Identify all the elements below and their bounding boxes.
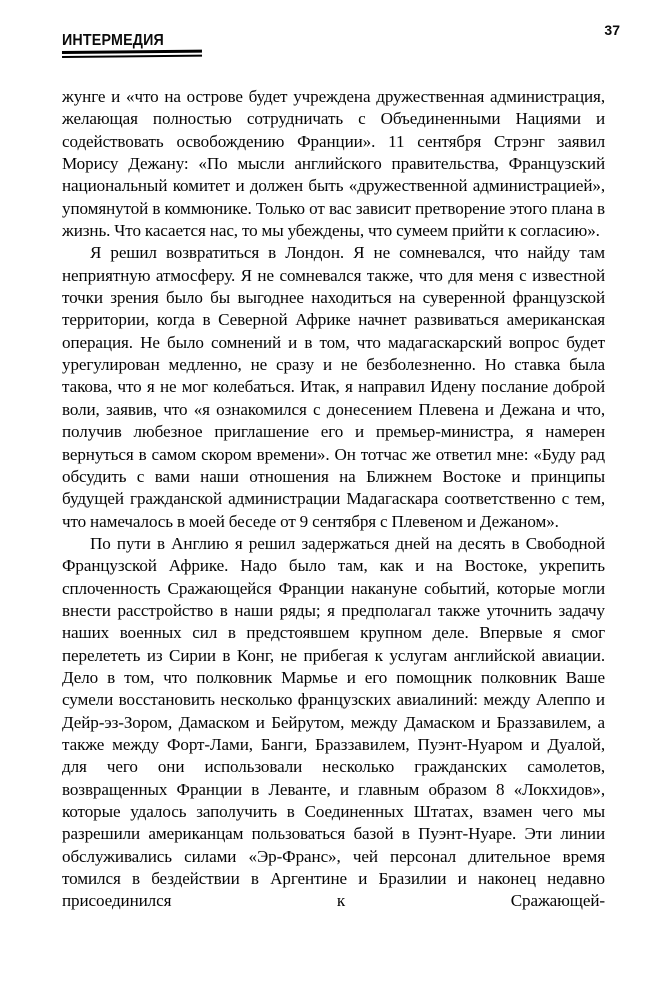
paragraph-1: жунге и «что на острове будет учреждена дружественная администрация, желающая полностью сотрудничать с Объединенными Нациями и содействовать освобождению Франции». 11 сентября Стрэнг заявил Морису Дежану: «По мысли английского правительства, Французский национальный комитет и должен быть «дружественной администрацией», упомянутой в коммюнике. Только от вас зависит претворение этого плана в жизнь. Что касается нас, то мы убеждены, что сумеем прийти к согласию».	[62, 87, 605, 241]
paragraph-3: По пути в Англию я решил задержаться дней на десять в Свободной Французской Африке. Надо было там, как и на Востоке, укрепить сплоченность Сражающейся Франции накануне событий, которые могли внести расстройство в наши ряды; я предполагал также уточнить задачу наших военных сил в предстоявшем крупном деле. Впервые я смог перелететь из Сирии в Конг, не прибегая к услугам английской авиации. Дело в том, что полковник Мармье и его помощник полковник Ваше сумели восстановить несколько французских авиалиний: между Алеппо и Дейр-эз-Зором, Дамаском и Бейрутом, между Дамаском и Браззавилем, а также между Форт-Лами, Банги, Браззавилем, Пуэнт-Нуаром и Дуалой, для чего они использовали несколько гражданских самолетов, возвращенных Франции в Леванте, и главным образом 8 «Локхидов», которые удалось заполучить в Соединенных Штатах, взамен чего мы разрешили американцам пользоваться базой в Пуэнт-Нуаре. Эти линии обслуживались силами «Эр-Франс», чей персонал длительное время томился в бездействии в Аргентине и Бразилии и наконец недавно присоединился к Сражающей-	[62, 533, 605, 911]
paragraph-2: Я решил возвратиться в Лондон. Я не сомневался, что найду там неприятную атмосферу. Я не сомневался также, что для меня с известной точки зрения было бы выгоднее находиться на суверенной французской территории, когда в Северной Африке начнет развиваться американская операция. Не было сомнений и в том, что мадагаскарский вопрос будет урегулирован медленно, не сразу и не безболезненно. Но ставка была такова, что я не мог колебаться. Итак, я направил Идену послание доброй воли, заявив, что «я ознакомился с донесением Плевена и Дежана и что, получив любезное приглашение его и премьер-министра, я намерен вернуться в самом скором времени». Он тотчас же ответил мне: «Буду рад обсудить с вами наши отношения на Ближнем Востоке и принципы будущей гражданской администрации Мадагаскара соответственно с тем, что намечалось в моей беседе от 9 сентября с Плевеном и Дежаном».	[62, 243, 605, 531]
running-head-double-rule	[62, 50, 202, 58]
running-head-title: ИНТЕРМЕДИЯ	[62, 32, 164, 49]
page-number: 37	[604, 22, 620, 38]
body-text-block	[62, 86, 605, 913]
rule-thin	[62, 55, 202, 58]
running-head	[62, 32, 362, 62]
